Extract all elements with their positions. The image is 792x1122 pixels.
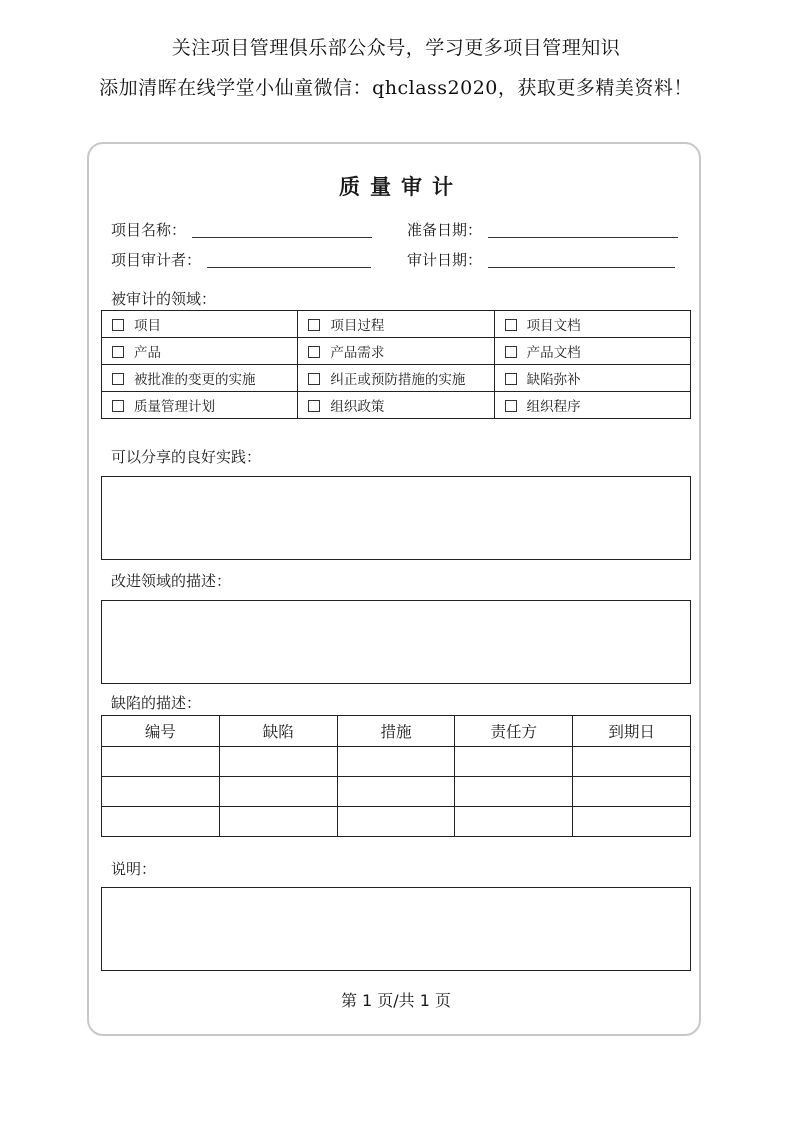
auditor-input-line[interactable]	[207, 253, 371, 268]
defects-cell[interactable]	[573, 747, 691, 777]
defects-header-row	[102, 716, 691, 747]
checkbox-icon[interactable]	[505, 400, 517, 412]
project-name-input-line[interactable]	[192, 223, 372, 238]
improvement-areas-label: 改进领域的描述：	[111, 572, 232, 590]
defects-cell[interactable]	[573, 777, 691, 807]
defects-cell[interactable]	[102, 807, 220, 837]
audited-area-option[interactable]	[102, 311, 298, 338]
defects-cell[interactable]	[219, 807, 337, 837]
auditor-label: 项目审计者：	[111, 251, 202, 269]
audited-area-label: 缺陷弥补	[526, 372, 581, 388]
audited-areas-row	[102, 392, 691, 419]
defects-row	[102, 777, 691, 807]
defects-cell[interactable]	[337, 777, 455, 807]
page-number: 第 1 页/共 1 页	[340, 991, 452, 1010]
audited-area-label: 质量管理计划	[134, 399, 215, 415]
auditor-field	[111, 249, 371, 270]
form-title: 质量审计	[339, 175, 463, 199]
project-name-field	[111, 219, 372, 240]
checkbox-icon[interactable]	[308, 319, 320, 331]
audited-area-label: 被批准的变更的实施	[134, 372, 256, 388]
prepare-date-field	[407, 219, 678, 240]
good-practices-label: 可以分享的良好实践：	[111, 448, 262, 466]
prepare-date-label: 准备日期：	[407, 221, 483, 239]
checkbox-icon[interactable]	[308, 346, 320, 358]
defects-cell[interactable]	[573, 807, 691, 837]
defects-cell[interactable]	[337, 807, 455, 837]
notes-textbox[interactable]	[101, 887, 691, 971]
audited-area-option[interactable]	[102, 365, 298, 392]
promo-line-2: 添加清晖在线学堂小仙童微信：qhclass2020，获取更多精美资料！	[99, 77, 693, 99]
audited-area-label: 纠正或预防措施的实施	[330, 372, 466, 388]
audited-areas-row	[102, 365, 691, 392]
defects-row	[102, 807, 691, 837]
defects-cell[interactable]	[219, 777, 337, 807]
audited-area-label: 产品	[134, 345, 161, 361]
audited-area-label: 项目文档	[526, 318, 581, 334]
defects-cell[interactable]	[455, 747, 573, 777]
checkbox-icon[interactable]	[112, 319, 124, 331]
audited-area-option[interactable]	[102, 392, 298, 419]
audited-area-label: 组织政策	[330, 399, 385, 415]
audited-area-label: 组织程序	[526, 399, 581, 415]
notes-label: 说明：	[111, 860, 157, 878]
project-name-label: 项目名称：	[111, 221, 187, 239]
defects-table	[101, 715, 691, 837]
audited-area-option[interactable]	[494, 311, 690, 338]
defects-cell[interactable]	[455, 807, 573, 837]
audited-area-option[interactable]	[298, 338, 494, 365]
prepare-date-input-line[interactable]	[488, 223, 678, 238]
audited-areas-label: 被审计的领域：	[111, 290, 217, 308]
checkbox-icon[interactable]	[505, 346, 517, 358]
audit-date-input-line[interactable]	[488, 253, 675, 268]
defects-cell[interactable]	[337, 747, 455, 777]
checkbox-icon[interactable]	[112, 346, 124, 358]
audited-areas-row	[102, 311, 691, 338]
audit-date-label: 审计日期：	[407, 251, 483, 269]
audited-area-option[interactable]	[298, 311, 494, 338]
checkbox-icon[interactable]	[308, 400, 320, 412]
checkbox-icon[interactable]	[112, 400, 124, 412]
audited-area-label: 项目过程	[330, 318, 385, 334]
checkbox-icon[interactable]	[112, 373, 124, 385]
defects-column-header: 编号	[102, 716, 220, 747]
promo-line-1: 关注项目管理俱乐部公众号，学习更多项目管理知识	[171, 37, 621, 59]
audited-area-label: 项目	[134, 318, 161, 334]
checkbox-icon[interactable]	[308, 373, 320, 385]
audited-area-option[interactable]	[494, 392, 690, 419]
defects-column-header: 到期日	[573, 716, 691, 747]
defects-column-header: 措施	[337, 716, 455, 747]
audited-area-option[interactable]	[298, 365, 494, 392]
defects-cell[interactable]	[102, 777, 220, 807]
improvement-areas-textbox[interactable]	[101, 600, 691, 684]
checkbox-icon[interactable]	[505, 373, 517, 385]
checkbox-icon[interactable]	[505, 319, 517, 331]
audit-date-field	[407, 249, 675, 270]
defects-cell[interactable]	[102, 747, 220, 777]
audited-areas-table	[101, 310, 691, 419]
defects-cell[interactable]	[219, 747, 337, 777]
audited-area-label: 产品需求	[330, 345, 385, 361]
defects-column-header: 缺陷	[219, 716, 337, 747]
audited-areas-row	[102, 338, 691, 365]
defects-label: 缺陷的描述：	[111, 694, 202, 712]
audited-area-label: 产品文档	[526, 345, 581, 361]
audited-area-option[interactable]	[494, 338, 690, 365]
defects-cell[interactable]	[455, 777, 573, 807]
audited-area-option[interactable]	[102, 338, 298, 365]
defects-row	[102, 747, 691, 777]
audited-area-option[interactable]	[494, 365, 690, 392]
good-practices-textbox[interactable]	[101, 476, 691, 560]
defects-column-header: 责任方	[455, 716, 573, 747]
audited-area-option[interactable]	[298, 392, 494, 419]
